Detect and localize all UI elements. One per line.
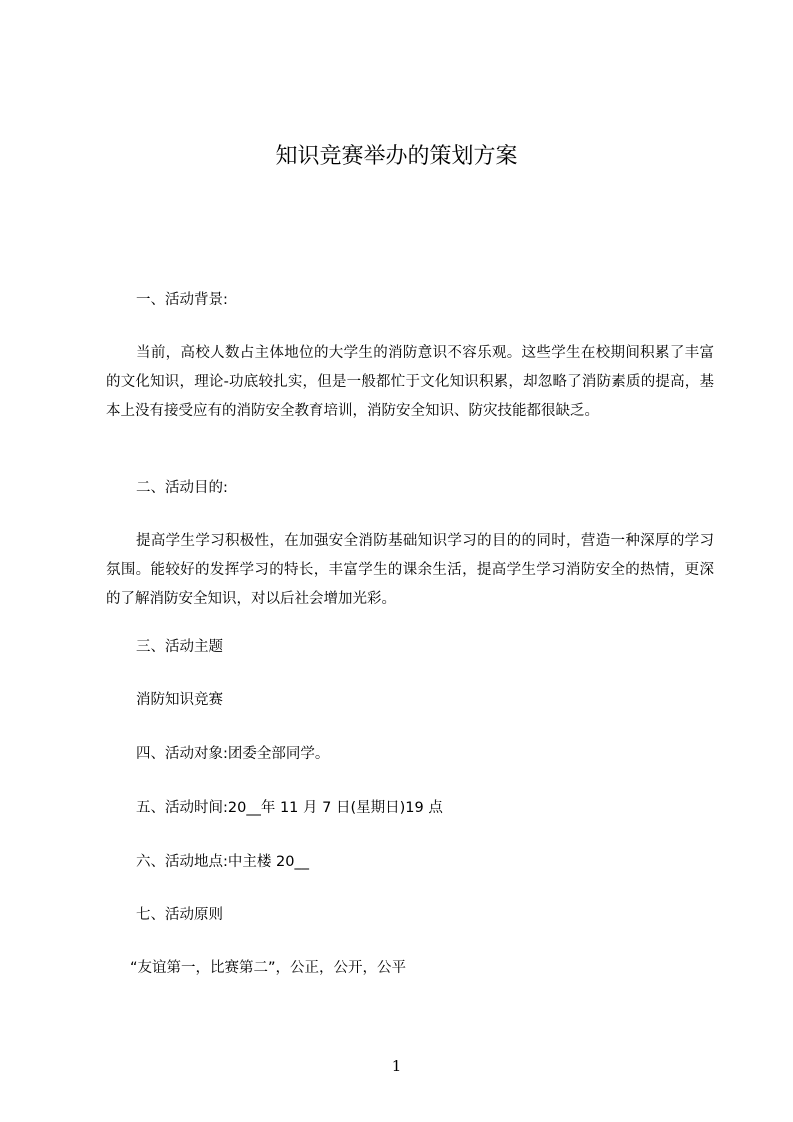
section-body-principles: “友谊第一，比赛第二”，公正，公开，公平 (130, 960, 407, 976)
section-body-theme: 消防知识竞赛 (136, 692, 223, 708)
section-heading-purpose: 二、活动目的: (136, 480, 228, 496)
section-heading-theme: 三、活动主题 (136, 639, 223, 655)
section-body-background: 当前，高校人数占主体地位的大学生的消防意识不容乐观。这些学生在校期间积累了丰富的文化知识，理论-功底较扎实，但是一般都忙于文化知识积累，却忽略了消防素质的提高，基本上没有接受应有的消防安全教育培训，消防安全知识、防灾技能都很缺乏。 (106, 345, 714, 419)
section-heading-background: 一、活动背景: (136, 292, 228, 308)
section-event-time: 五、活动时间:20__年 11 月 7 日(星期日)19 点 (136, 800, 443, 816)
section-body-purpose: 提高学生学习积极性，在加强安全消防基础知识学习的目的的同时，营造一种深厚的学习氛围。能较好的发挥学习的特长，丰富学生的课余生活，提高学生学习消防安全的热情，更深的了解消防安全知识，对以后社会增加光彩。 (106, 533, 714, 607)
section-event-location: 六、活动地点:中主楼 20__ (136, 854, 309, 870)
page-number: 1 (391, 1057, 402, 1075)
document-title: 知识竞赛举办的策划方案 (275, 144, 518, 169)
section-heading-principles: 七、活动原则 (136, 907, 223, 923)
section-target-audience: 四、活动对象:团委全部同学。 (136, 746, 330, 762)
